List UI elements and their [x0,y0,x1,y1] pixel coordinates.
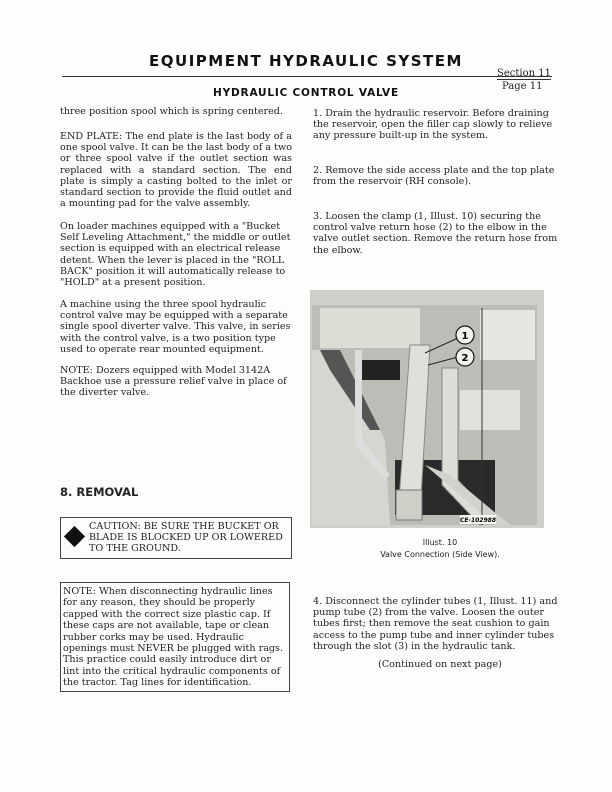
section-number: Section 11 [497,68,551,79]
step-2: 2. Remove the side access plate and the top plate from the reservoir (RH console). [313,165,555,188]
note-text: NOTE: When disconnecting hydraulic lines for any reason, they should be properly capped with the correct size plastic cap. If these caps are not available, tape or clean rubber corks may be used. Hydraulic openings must NEVER be plugged with rags. This practice could easily introduce dirt or lint into the critical hydraulic components of the tractor. Tag lines for identification. [63,586,284,689]
page-number: Page 11 [502,81,543,92]
header-rule [62,76,552,77]
removal-heading: 8. REMOVAL [60,485,139,499]
page-title: EQUIPMENT HYDRAULIC SYSTEM [149,52,463,70]
step-1: 1. Drain the hydraulic reservoir. Before draining the reservoir, open the filler cap slowly to relieve any pressure built-up in the system. [313,108,553,142]
warning-diamond-icon [64,526,85,547]
caution-text: CAUTION: BE SURE THE BUCKET OR BLADE IS BLOCKED UP OR LOWERED TO THE GROUND. [89,521,283,555]
paragraph-loader: On loader machines equipped with a "Bucket Self Leveling Attachment," the middle or outlet section is equipped with an electrical release detent. When the lever is placed in the "ROLL BACK" position it will automatically release to "HOLD" at a present position. [60,221,291,289]
illustration-number: Illust. 10 [422,538,458,547]
paragraph-end-plate: END PLATE: The end plate is the last body of a one spool valve. It can be the last body of a two or three spool valve if the outlet section was replaced with a standard section. The end plate is simply a casting bolted to the inlet or standard section to provide the fluid outlet and a mounting pad for the valve assembly. [60,131,292,210]
paragraph-diverter: A machine using the three spool hydraulic control valve may be equipped with a separate single spool diverter valve. This valve, in series with the control valve, is a two position type used to operate rear mounted equipment. [60,299,291,355]
caution-box [60,517,292,559]
continued-note: (Continued on next page) [378,659,502,670]
note-box [60,582,290,692]
note-dozers: NOTE: Dozers equipped with Model 3142A Backhoe use a pressure relief valve in place of the diverter valve. [60,365,287,399]
step-3: 3. Loosen the clamp (1, Illust. 10) securing the control valve return hose (2) to the elbow in the valve outlet section. Remove the return hose from the elbow. [313,211,558,256]
paragraph: three position spool which is spring centered. [60,106,284,117]
photo-code: CE-102988 [459,517,497,524]
page-subtitle: HYDRAULIC CONTROL VALVE [213,87,399,99]
step-4: 4. Disconnect the cylinder tubes (1, Illust. 11) and pump tube (2) from the valve. Loosen the outer tubes first; then remove the seat cushion to gain access to the pump tube and inner cylinder tubes through the slot (3) in the hydraulic tank. [313,596,558,652]
callout-1-label: 1 [461,331,469,342]
illustration-caption: Valve Connection (Side View). [380,550,500,559]
callout-2-label: 2 [461,353,469,364]
valve-connection-photo [310,290,544,528]
